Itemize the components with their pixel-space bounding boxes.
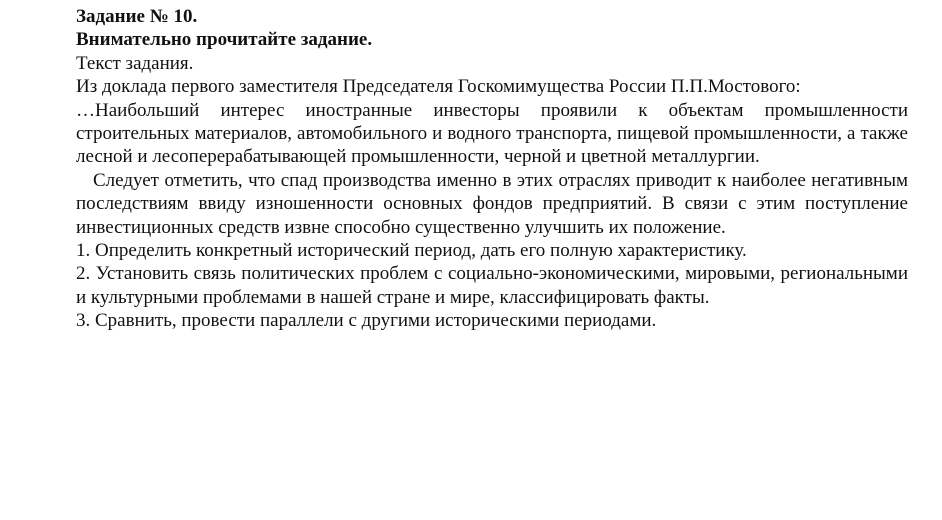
question-2: 2. Установить связь политических проблем с социально-экономическими, мировыми, региональными и культурными проблемами в нашей стране и мире, классифицировать факты.: [76, 263, 908, 308]
quote-paragraph-2: Следует отметить, что спад производства именно в этих отраслях приводит к наиболее негативным последствиям ввиду изношенности основных фондов предприятий. В связи с этим поступление инвестиционных средств извне способно существенно улучшить их положение.: [76, 169, 908, 238]
question-1: 1. Определить конкретный исторический период, дать его полную характеристику.: [76, 240, 747, 262]
task-instruction: Внимательно прочитайте задание.: [76, 29, 373, 51]
task-title: Задание № 10.: [76, 6, 198, 27]
task-document: [76, 5, 908, 333]
source-line: Из доклада первого заместителя Председателя Госкомимущества России П.П.Мостового:: [76, 76, 801, 98]
task-text-label: Текст задания.: [76, 52, 194, 74]
quote-paragraph-1: …Наибольший интерес иностранные инвесторы проявили к объектам промышленности строительных материалов, автомобильного и водного транспорта, пищевой промышленности, а также лесной и лесоперерабатывающей промышленности, черной и цветной металлургии.: [76, 99, 908, 168]
question-3: 3. Сравнить, провести параллели с другими историческими периодами.: [76, 310, 657, 332]
